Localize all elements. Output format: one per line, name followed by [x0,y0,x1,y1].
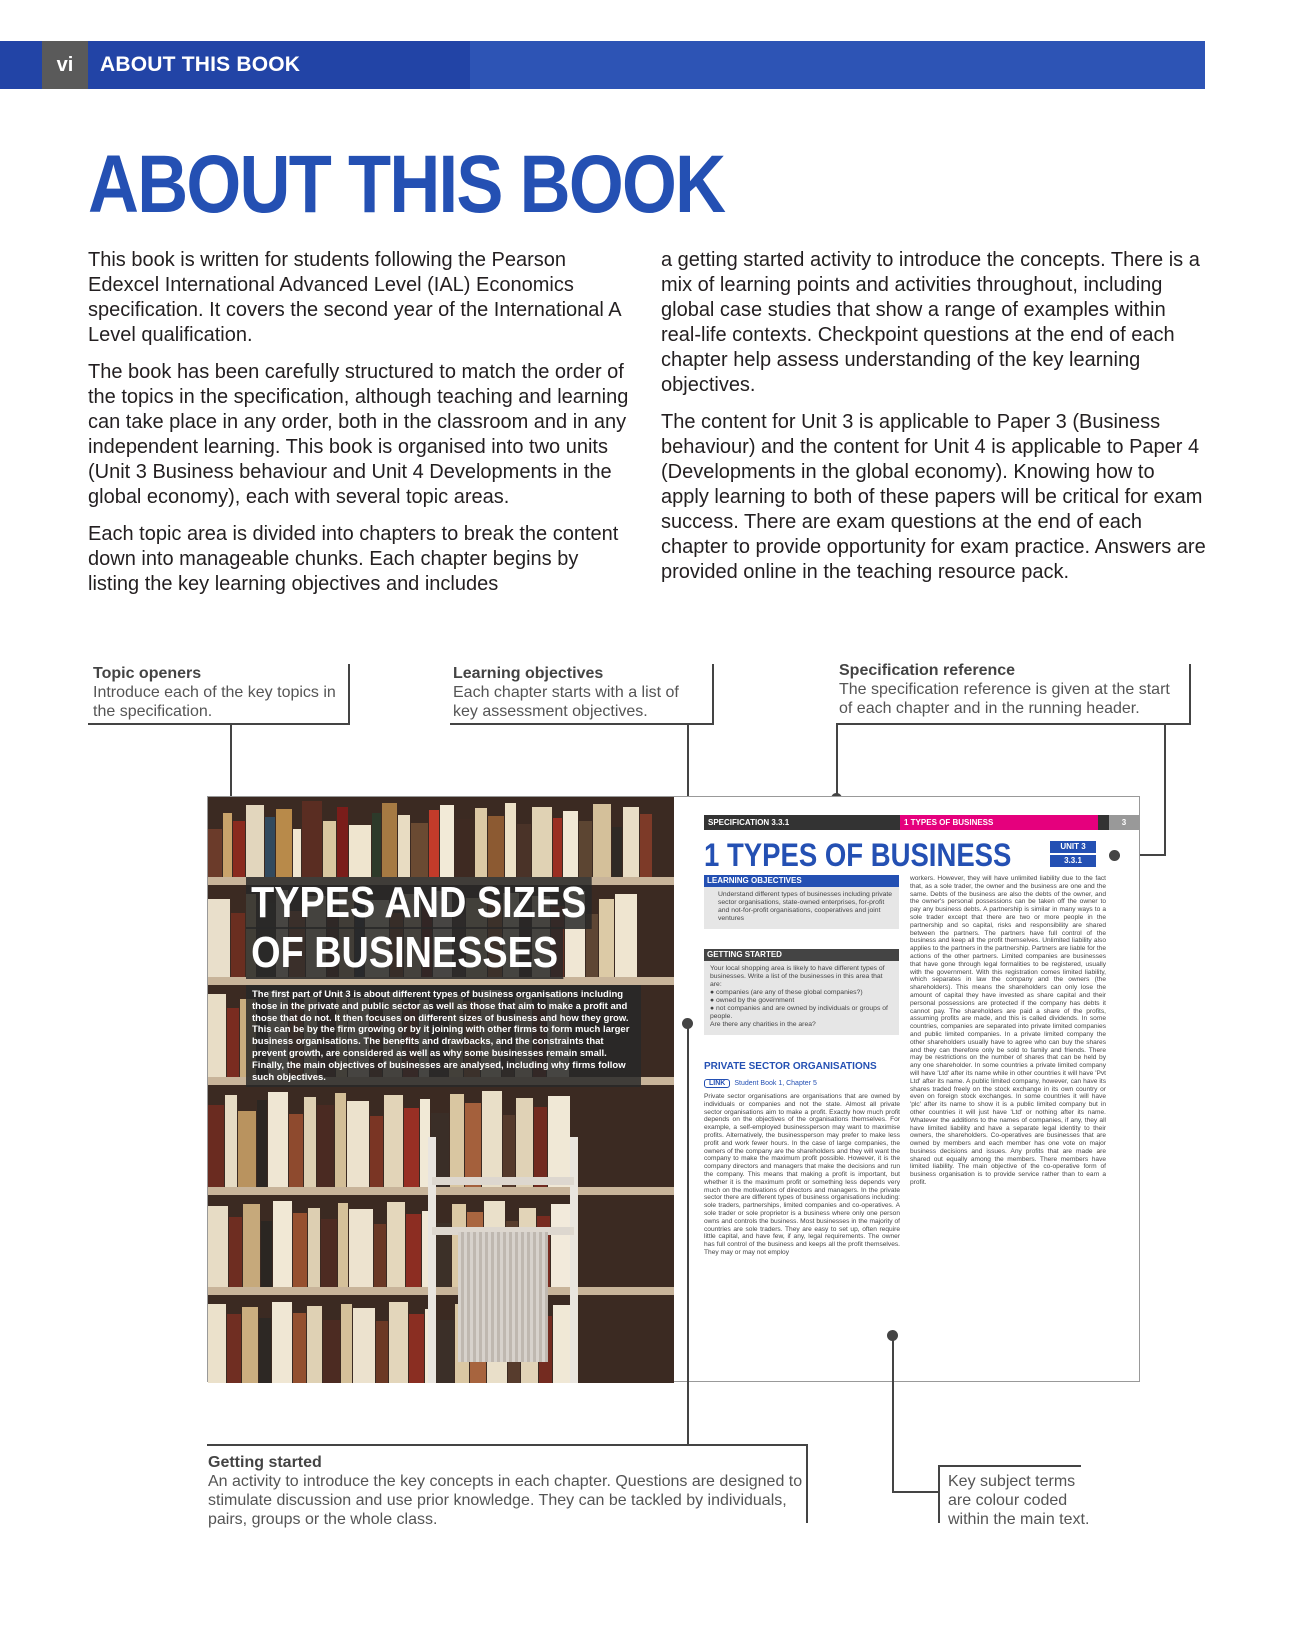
intro-right-column [661,248,1206,597]
running-head: ABOUT THIS BOOK [100,53,301,76]
running-chapter: 1 TYPES OF BUSINESS [900,815,1098,830]
page-number: vi [42,41,88,89]
leader-line [712,664,714,725]
body-column-1: Private sector organisations are organisations that are owned by individuals or companies and not the state. Almost all private sector organisations aim to make a profit. Exactly how much profit depends on the objectives of the organisations themselves. For example, a self-employed businessperson may want to maximise profits. Alternatively, the businessperson may prefer to make less profit and work fewer hours. In the case of large companies, the owners of the company are the shareholders and they will want the company to make the maximum profit possible. However, it is the company directors and managers that make the decisions and run the company. This means that making a profit is important, but whether it is the maximum profit or something less depends very much on the motivations of directors and managers. In the private sector there are different types of business organisations including: sole traders, partnerships, limited companies and co-operatives. A sole trader or sole proprietor is a business where only one person owns and controls the business. Most businesses in the majority of countries are sole traders. They are easy to set up, often require little capital, and have few, if any, legal requirements. The owner has full control of the business and keeps all the profit themselves. They may or may not employ [704,1093,900,1256]
intro-paragraph: The book has been carefully structured to match the order of the topics in the specification, although teaching and learning can take place in any order, both in the classroom and in any independent learning. This book is organised into two units (Unit 3 Business behaviour and Unit 4 Developments in the global economy), each with several topic areas. [88,361,629,508]
topic-opener-title: TYPES AND SIZES [246,877,591,929]
chapter-page [674,797,1140,1383]
gs-item: ● not companies and are owned by individuals or groups of people. [710,1005,888,1020]
topic-opener-intro: The first part of Unit 3 is about different types of business organisations including those in the private and public sector as well as those that aim to make a profit and those that do not. It then focuses on different sizes of business and how they grow. This can be by the firm growing or by it joining with other firms to form much larger business organisations. The benefits and drawbacks, and the constraints that prevent growth, are considered as well as why some businesses remain small. Finally, the main objectives of businesses are analysed, including why firms follow such objectives. [246,985,641,1087]
page-title: ABOUT THIS BOOK [88,139,725,230]
leader-line [836,723,838,798]
callout-specification-reference: Specification reference The specification reference is given at the start of each chapter and in the running header. [839,662,1170,717]
intro-paragraph: The content for Unit 3 is applicable to Paper 3 (Business behaviour) and the content for Unit 4 is applicable to Paper 4 (Developments in the global economy). Knowing how to apply learning to both of these papers will be critical for exam success. There are exam questions at the end of each chapter to provide opportunity for exam practice. Answers are provided online in the teaching resource pack. [661,411,1206,583]
lo-text: Understand different types of businesses including private sector organisations, state-owned enterprises, for-profit and not-for-profit organisations, cooperatives and joint ventures [718,891,893,922]
gs-question: Are there any charities in the area? [710,1021,816,1028]
sample-spread [207,796,1140,1382]
callout-learning-objectives: Learning objectives Each chapter starts with a list of key assessment objectives. [453,665,679,720]
spec-running-bar [704,815,1139,830]
body-column-2: workers. However, they will have unlimited liability due to the fact that, as a sole trader, the owner and the business are one and the same. Debts of the business are also the debts of the owner, and the owner's personal possessions can be taken off the owner to pay any business debts. A partnership is similar in many ways to a sole trader except that there are two or more people in the partnership and so capital, risks and responsibility are shared between the partners. The partners have full control of the business and keep all the profit themselves. Unlimited liability also applies to the partners in the partnership. Partners are liable for the actions of the other partners. Limited companies are businesses that have gone through legal formalities to be registered, usually with the government. With this registration comes limited liability, which separates in law the company and the owners (the shareholders). This means the shareholders can only lose the amount of capital they have invested as share capital and their personal possessions are protected if the company has debts it cannot pay. The shareholders are paid a share of the profits, assuming profits are made, and this is called dividends. In some countries, companies are separated into private limited companies and public limited companies. In a private limited company the other shareholders usually have to agree who can buy the shares and they can therefore only be sold to family and friends. There may be restrictions on the number of shares that can be held by any one shareholder. In some countries a private limited company will have 'Ltd' after its name while in other countries it will have 'Pvt Ltd' after its name. A public limited company, however, can have its shares traded freely on the stock exchange in its own country or even on foreign stock exchanges. In some countries it will have 'plc' after its name to show it is a public limited company but in other countries it will just have 'Ltd' or nothing after its name. Whatever the additions to the names of companies, if any, they all have limited liability and have a separate legal identity to their owners, the shareholders. Co-operatives are businesses that are owned by members and each member has one vote on major business decisions and issues. Any profits that are made are shared out equally among the members. There members have limited liability. The main objective of the co-operative form of business organisation is to provide service rather than to earn a profit. [910,875,1106,1187]
gs-intro: Your local shopping area is likely to have different types of businesses. Write a list of the businesses in this area that are: [710,965,885,988]
leader-line [892,1335,894,1493]
callout-getting-started: Getting started An activity to introduce the key concepts in each chapter. Questions are designed to stimulate discussion and use prior knowledge. They can be tackled by individuals, pairs, groups or the whole class. [208,1454,803,1528]
getting-started-box [704,949,899,1035]
leader-dot [1109,850,1120,861]
unit-label: UNIT 3 [1050,841,1096,853]
leader-line [207,1444,808,1446]
leader-line [88,723,350,725]
callout-topic-openers: Topic openers Introduce each of the key topics in the specification. [93,665,336,720]
leader-line [938,1465,1081,1467]
gs-item: ● companies (are any of these global companies?) [710,989,863,996]
intro-left-column [88,248,633,609]
learning-objectives-box [704,875,899,929]
callout-key-terms: Key subject terms are colour coded within the main text. [948,1473,1090,1528]
leader-line [687,1023,689,1446]
unit-code: 3.3.1 [1050,855,1096,867]
intro-paragraph: This book is written for students following the Pearson Edexcel International Advanced Level (IAL) Economics specification. It covers the second year of the International A Level qualification. [88,249,621,346]
leader-line [1189,664,1191,725]
gs-item: ● owned by the government [710,997,795,1004]
leader-line [450,723,714,725]
intro-paragraph: a getting started activity to introduce the concepts. There is a mix of learning points and activities throughout, including global case studies that show a range of examples within real-life contexts. Checkpoint questions at the end of each chapter help assess understanding of the key learning objectives. [661,249,1200,396]
ladder-illustration [428,1137,578,1383]
leader-line [348,664,350,725]
chapter-title: 1 TYPES OF BUSINESS [704,837,1012,873]
topic-opener-title: OF BUSINESSES [246,927,563,979]
intro-paragraph: Each topic area is divided into chapters to break the content down into manageable chunks. Each chapter begins by listing the key learning objectives and includes [88,523,619,595]
bookshelf-photo [208,797,674,1383]
leader-line [938,1465,940,1523]
leader-line [892,1491,940,1493]
running-page-number: 3 [1109,815,1139,830]
link-badge: LINK [704,1079,730,1088]
gs-heading: GETTING STARTED [704,949,899,961]
section-heading: PRIVATE SECTOR ORGANISATIONS [704,1061,877,1072]
leader-line [1164,723,1166,856]
lo-heading: LEARNING OBJECTIVES [704,875,899,887]
leader-line [836,723,1191,725]
spec-label: SPECIFICATION 3.3.1 [708,818,790,827]
unit-badge [1050,841,1096,869]
running-header-bar [0,41,1205,89]
link-reference: LINK Student Book 1, Chapter 5 [704,1079,817,1088]
